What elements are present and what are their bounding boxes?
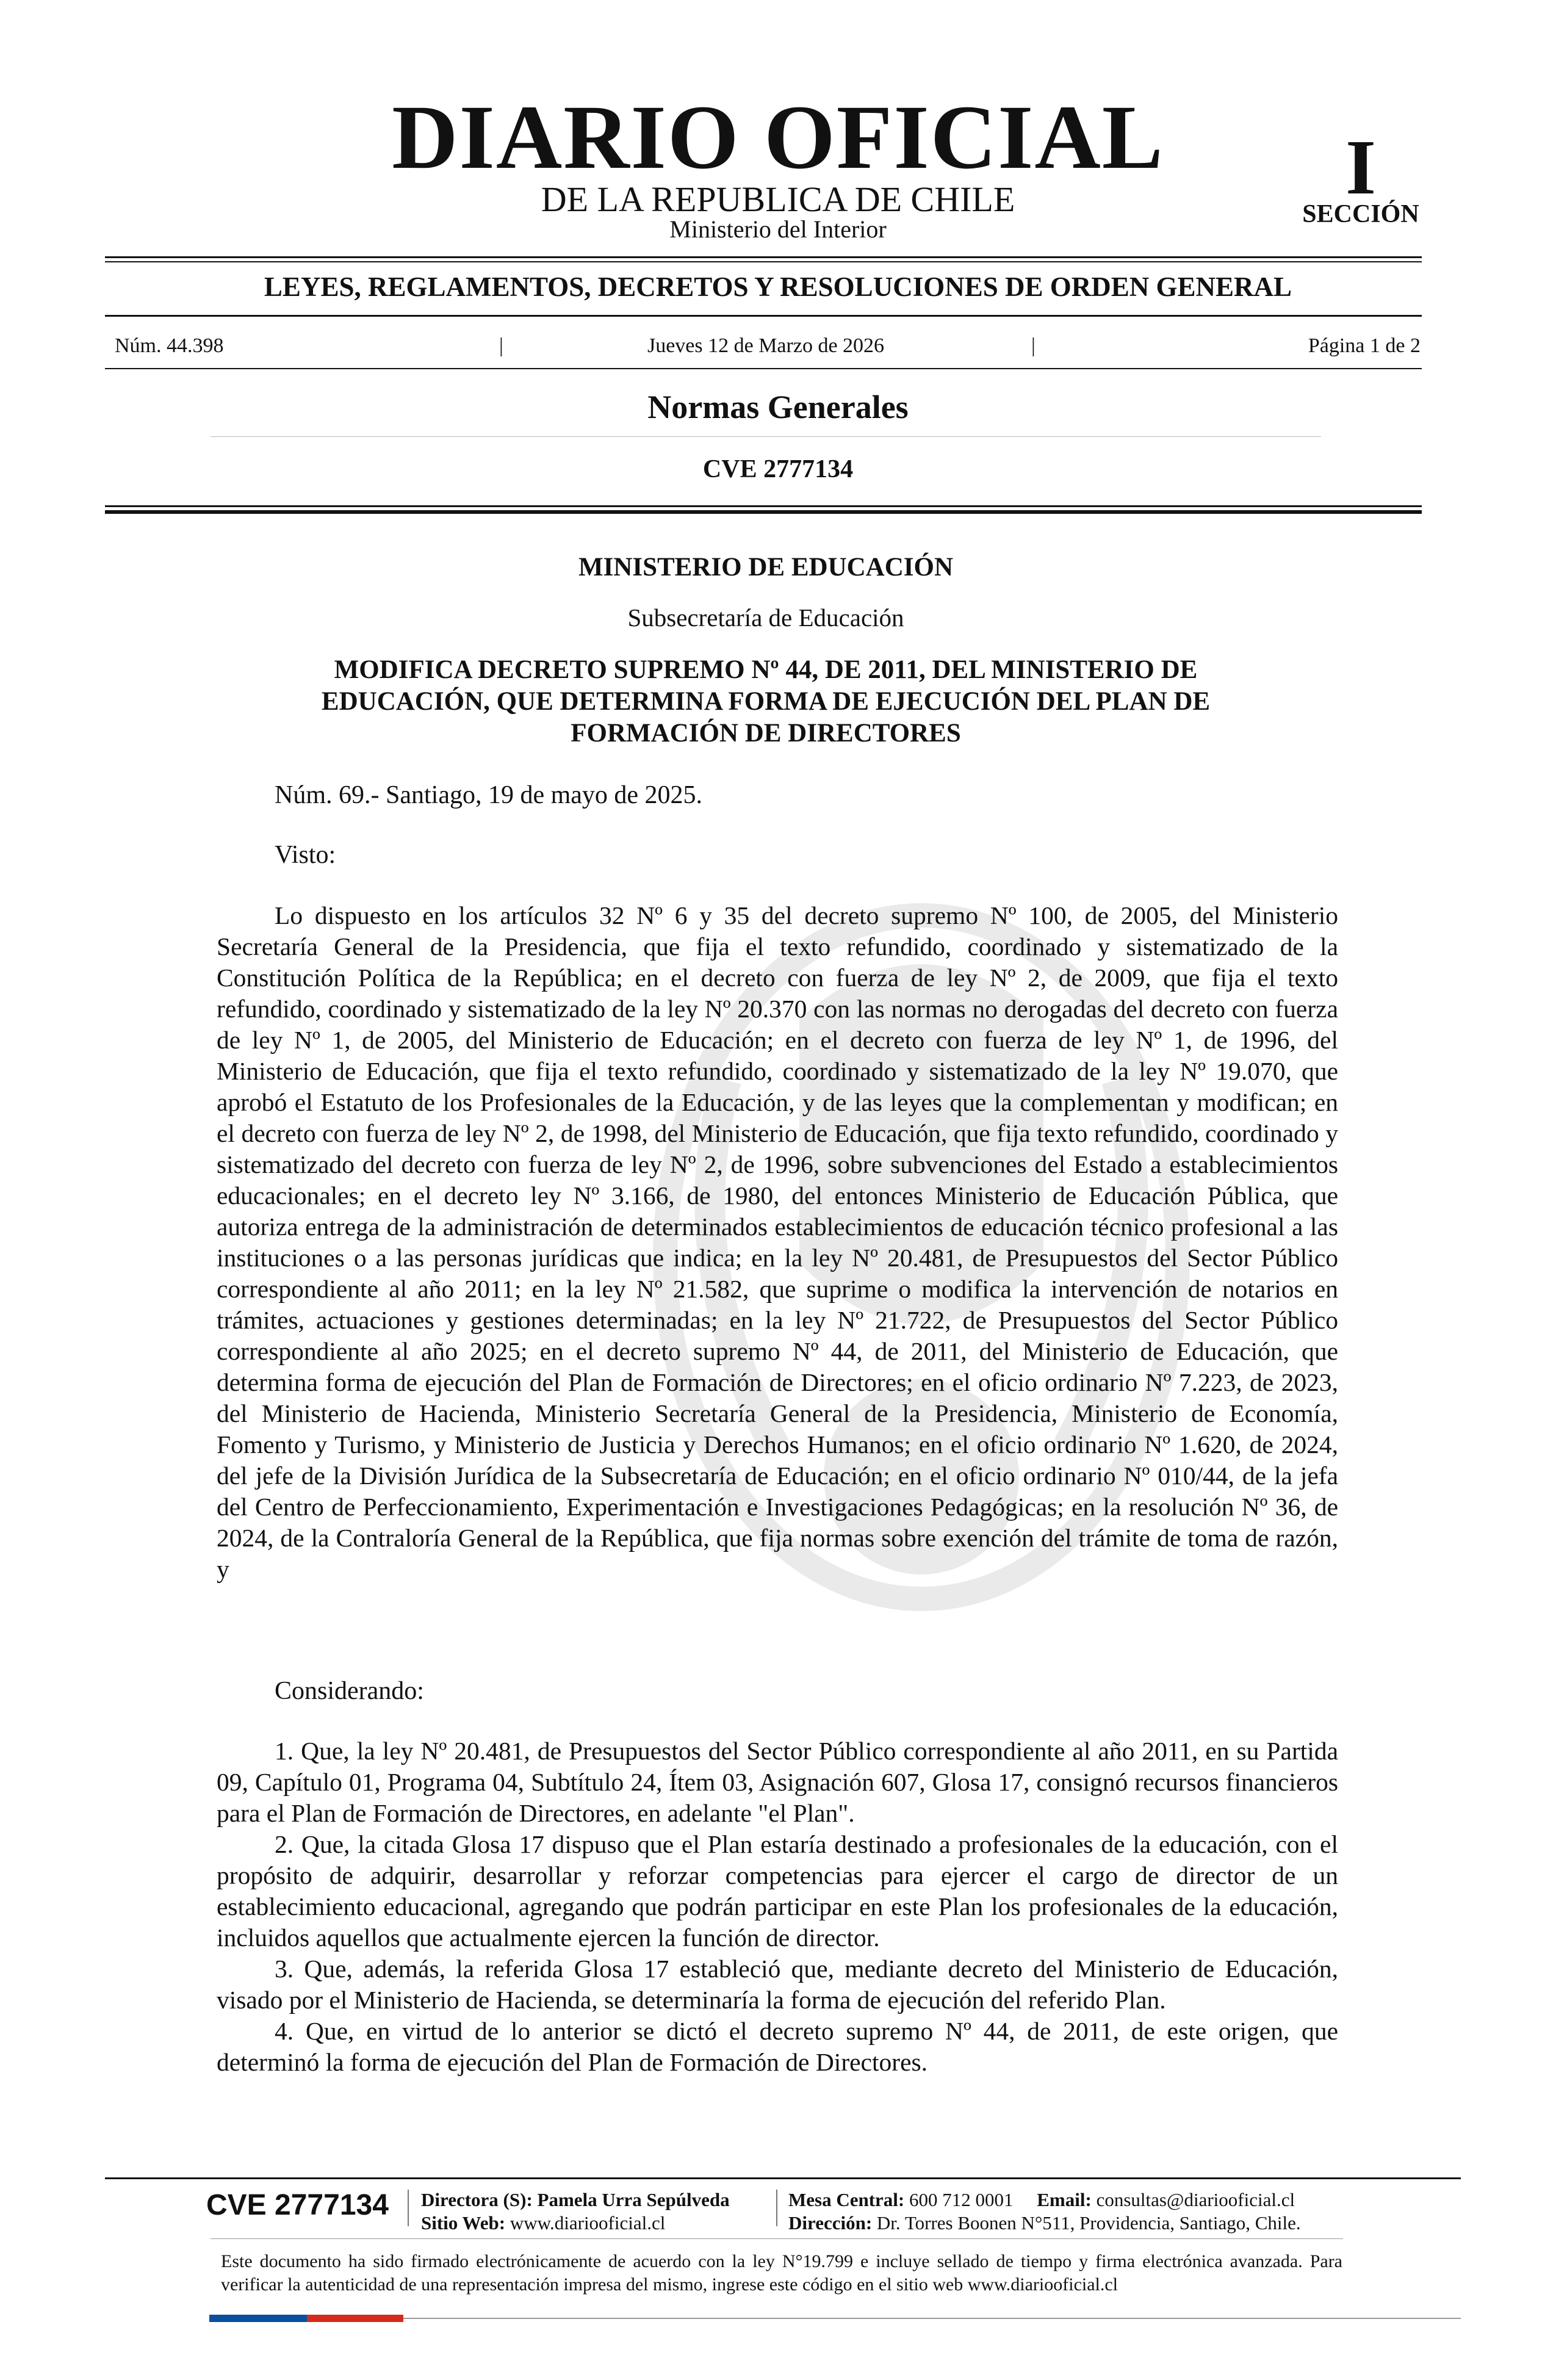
considerandos-list (217, 1736, 1338, 2078)
web-link[interactable]: www.diariooficial.cl (510, 2212, 666, 2234)
footer-notice: Este documento ha sido firmado electrónicamente de acuerdo con la ley N°19.799 e incluye sellado de tiempo y firma electrónica avanzada. Para verificar la autenticidad de una representación impresa del mismo, ingrese este código en el sitio web www.diariooficial.cl (221, 2251, 1342, 2295)
considerando-item: 1. Que, la ley Nº 20.481, de Presupuestos del Sector Público correspondiente al año 2011, en su Partida 09, Capítulo 01, Programa 04, Subtítulo 24, Ítem 03, Asignación 607, Glosa 17, consignó recursos financieros para el Plan de Formación de Directores, en adelante "el Plan". (217, 1737, 1338, 1827)
mesa-label: Mesa Central: (788, 2189, 905, 2210)
directora-name: Pamela Urra Sepúlveda (537, 2189, 730, 2210)
issue-date: Jueves 12 de Marzo de 2026 (647, 334, 885, 357)
visto-label: Visto: (275, 841, 336, 869)
direccion-value: Dr. Torres Boonen N°511, Providencia, Santiago, Chile. (876, 2212, 1301, 2234)
footer-cve: CVE 2777134 (206, 2189, 389, 2221)
issue-number: Núm. 44.398 (115, 334, 224, 357)
masthead-divider-top (105, 256, 1422, 258)
document-title: MODIFICA DECRETO SUPREMO Nº 44, DE 2011, DEL MINISTERIO DE EDUCACIÓN, QUE DETERMINA FORMA DE EJECUCIÓN DEL PLAN DE FORMACIÓN DE DIRECTORES (321, 655, 1211, 748)
section-title: Normas Generales (647, 389, 909, 425)
section-label: SECCIÓN (1302, 200, 1419, 228)
header-divider-bottom-2 (105, 510, 1422, 514)
footer-bottom-line (403, 2318, 1461, 2319)
decree-line: Núm. 69.- Santiago, 19 de mayo de 2025. (275, 781, 703, 809)
directora-label: Directora (S): (421, 2189, 533, 2210)
masthead-title: DIARIO OFICIAL (392, 87, 1164, 188)
masthead-divider-top-2 (105, 261, 1422, 262)
issue-separator: | (499, 334, 503, 357)
flag-stripe-blue (209, 2315, 307, 2322)
category-divider (105, 315, 1422, 317)
considerando-item: 3. Que, además, la referida Glosa 17 estableció que, mediante decreto del Ministerio de Educación, visado por el Ministerio de Hacienda, se determinaría la forma de ejecución del referido Plan. (217, 1955, 1338, 2014)
email-link[interactable]: consultas@diariooficial.cl (1096, 2189, 1295, 2210)
issue-separator: | (1031, 334, 1036, 357)
flag-stripe-red (307, 2315, 403, 2322)
subsecretaria: Subsecretaría de Educación (627, 604, 904, 632)
considerando-item: 4. Que, en virtud de lo anterior se dictó el decreto supremo Nº 44, de 2011, de este origen, que determinó la forma de ejecución del Plan de Formación de Directores. (217, 2017, 1338, 2076)
category-heading: LEYES, REGLAMENTOS, DECRETOS Y RESOLUCIONES DE ORDEN GENERAL (264, 272, 1292, 302)
mesa-value: 600 712 0001 (909, 2189, 1014, 2210)
issue-divider (105, 368, 1422, 369)
footer-contact (788, 2188, 1301, 2235)
visto-paragraph (217, 900, 1338, 1585)
masthead-ministry: Ministerio del Interior (669, 215, 887, 243)
header-divider-bottom (105, 505, 1422, 507)
section-title-underline (211, 436, 1321, 437)
visto-text: Lo dispuesto en los artículos 32 Nº 6 y 35 del decreto supremo Nº 100, de 2005, del Ministerio Secretaría General de la Presidencia, que fija el texto refundido, coordinado y sistematizado de la Constitución Política de la República; en el decreto con fuerza de ley Nº 2, de 2009, que fija el texto refundido, coordinado y sistematizado de la ley Nº 20.370 con las normas no derogadas del decreto con fuerza de ley Nº 1, de 2005, del Ministerio de Educación; en el decreto con fuerza de ley Nº 1, de 1996, del Ministerio de Educación, que fija el texto refundido, coordinado y sistematizado de la ley Nº 19.070, que aprobó el Estatuto de los Profesionales de la Educación, y de las leyes que la complementan y modifican; en el decreto con fuerza de ley Nº 2, de 1998, del Ministerio de Educación, que fija texto refundido, coordinado y sistematizado del decreto con fuerza de ley Nº 2, de 1996, sobre subvenciones del Estado a establecimientos educacionales; en el decreto ley Nº 3.166, de 1980, del entonces Ministerio de Educación Pública, que autoriza entrega de la administración de determinados establecimientos de educación técnico profesional a las instituciones o a las personas jurídicas que indica; en la ley Nº 20.481, de Presupuestos del Sector Público correspondiente al año 2011; en la ley Nº 21.582, que suprime o modifica la intervención de notarios en trámites, actuaciones y gestiones determinadas; en la ley Nº 21.722, de Presupuestos del Sector Público correspondiente al año 2025; en el decreto supremo Nº 44, de 2011, del Ministerio de Educación, que determina forma de ejecución del Plan de Formación de Directores; en el oficio ordinario Nº 7.223, de 2023, del Ministerio de Hacienda, Ministerio Secretaría General de la Presidencia, Ministerio de Economía, Fomento y Turismo, y Ministerio de Justicia y Derechos Humanos; en el oficio ordinario Nº 1.620, de 2024, del jefe de la División Jurídica de la Subsecretaría de Educación; en el oficio ordinario Nº 010/44, de la jefa del Centro de Perfeccionamiento, Experimentación e Investigaciones Pedagógicas; en la resolución Nº 36, de 2024, de la Contraloría General de la República, que fija normas sobre exención del trámite de toma de razón, y (217, 901, 1338, 1583)
ministry-header: MINISTERIO DE EDUCACIÓN (578, 553, 954, 582)
web-label: Sitio Web: (421, 2212, 506, 2234)
masthead-subtitle: DE LA REPUBLICA DE CHILE (541, 179, 1015, 219)
email-label: Email: (1037, 2189, 1092, 2210)
considerando-item: 2. Que, la citada Glosa 17 dispuso que el Plan estaría destinado a profesionales de la educación, con el propósito de adquirir, desarrollar y reforzar competencias para ejercer el cargo de director de un establecimiento educacional, agregando que podrán participar en este Plan los profesionales de la educación, incluidos aquellos que actualmente ejercen la función de director. (217, 1830, 1338, 1952)
footer-separator (408, 2190, 409, 2226)
footer-notice-divider (211, 2238, 1343, 2239)
considerando-label: Considerando: (275, 1677, 424, 1705)
footer-directora (421, 2188, 730, 2235)
issue-page: Página 1 de 2 (1308, 334, 1421, 357)
footer-divider (105, 2177, 1461, 2179)
cve-code: CVE 2777134 (702, 455, 854, 483)
footer-separator (776, 2190, 777, 2226)
section-number: I (1345, 124, 1376, 211)
direccion-label: Dirección: (788, 2212, 873, 2234)
